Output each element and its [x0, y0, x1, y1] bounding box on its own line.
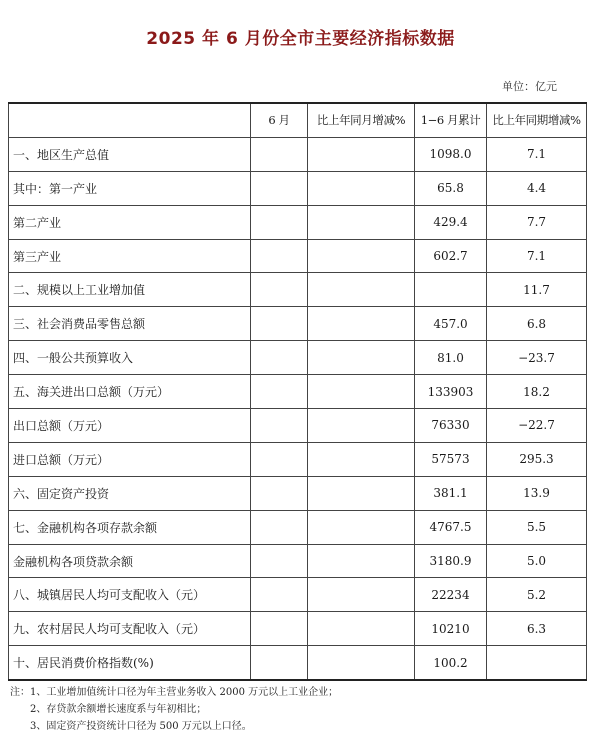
table-row [9, 510, 587, 544]
month-value-cell [251, 205, 308, 239]
month-value-cell [251, 476, 308, 510]
month-value-cell [251, 646, 308, 680]
indicator-name-cell: 四、一般公共预算收入 [9, 341, 251, 375]
indicator-name-cell: 三、社会消费品零售总额 [9, 307, 251, 341]
cumulative-change-cell: 4.4 [487, 171, 587, 205]
cumulative-change-cell: 5.0 [487, 544, 587, 578]
month-change-cell [308, 646, 415, 680]
month-value-cell [251, 409, 308, 443]
cumulative-change-cell: 11.7 [487, 273, 587, 307]
cumulative-change-cell: 295.3 [487, 442, 587, 476]
page-title: 2025 年 6 月份全市主要经济指标数据 [146, 29, 455, 49]
cumulative-value-cell: 10210 [415, 612, 487, 646]
month-change-cell [308, 409, 415, 443]
cumulative-value-cell: 3180.9 [415, 544, 487, 578]
indicator-name-cell: 九、农村居民人均可支配收入（元） [9, 612, 251, 646]
indicator-name-cell: 进口总额（万元） [9, 442, 251, 476]
table-row [9, 137, 587, 171]
month-change-cell [308, 205, 415, 239]
footnote-3: 3、固定资产投资统计口径为 500 万元以上口径。 [30, 721, 252, 732]
table-row [9, 544, 587, 578]
cumulative-change-cell: 7.1 [487, 239, 587, 273]
cumulative-value-cell: 76330 [415, 409, 487, 443]
cumulative-value-cell: 81.0 [415, 341, 487, 375]
month-value-cell [251, 239, 308, 273]
month-value-cell [251, 578, 308, 612]
header-cumulative-change: 比上年同期增减% [487, 103, 587, 137]
month-value-cell [251, 273, 308, 307]
indicator-name-cell: 七、金融机构各项存款余额 [9, 510, 251, 544]
indicator-name-cell: 一、地区生产总值 [9, 137, 251, 171]
month-change-cell [308, 341, 415, 375]
indicator-name-cell: 第二产业 [9, 205, 251, 239]
table-header-row [9, 103, 587, 137]
month-value-cell [251, 307, 308, 341]
month-change-cell [308, 273, 415, 307]
month-change-cell [308, 476, 415, 510]
month-change-cell [308, 239, 415, 273]
cumulative-value-cell: 65.8 [415, 171, 487, 205]
table-row [9, 578, 587, 612]
cumulative-value-cell: 22234 [415, 578, 487, 612]
table-row [9, 307, 587, 341]
footnotes [10, 684, 338, 735]
month-value-cell [251, 171, 308, 205]
indicator-name-cell: 金融机构各项贷款余额 [9, 544, 251, 578]
indicator-name-cell: 六、固定资产投资 [9, 476, 251, 510]
header-month-change: 比上年同月增减% [308, 103, 415, 137]
table-row [9, 646, 587, 680]
month-change-cell [308, 442, 415, 476]
cumulative-change-cell: 6.8 [487, 307, 587, 341]
cumulative-change-cell: 18.2 [487, 375, 587, 409]
footnote-1: 注：1、工业增加值统计口径为年主营业务收入 2000 万元以上工业企业； [10, 687, 339, 698]
indicator-name-cell: 二、规模以上工业增加值 [9, 273, 251, 307]
month-change-cell [308, 612, 415, 646]
indicator-name-cell: 出口总额（万元） [9, 409, 251, 443]
indicator-name-cell: 八、城镇居民人均可支配收入（元） [9, 578, 251, 612]
month-change-cell [308, 171, 415, 205]
cumulative-change-cell: 5.2 [487, 578, 587, 612]
month-change-cell [308, 375, 415, 409]
table-row [9, 205, 587, 239]
month-value-cell [251, 442, 308, 476]
table-row [9, 476, 587, 510]
month-change-cell [308, 307, 415, 341]
indicator-name-cell: 第三产业 [9, 239, 251, 273]
month-value-cell [251, 341, 308, 375]
table-row [9, 442, 587, 476]
cumulative-change-cell [487, 646, 587, 680]
cumulative-change-cell: −23.7 [487, 341, 587, 375]
month-value-cell [251, 137, 308, 171]
cumulative-value-cell: 457.0 [415, 307, 487, 341]
cumulative-value-cell: 381.1 [415, 476, 487, 510]
month-value-cell [251, 544, 308, 578]
cumulative-value-cell: 429.4 [415, 205, 487, 239]
indicator-name-cell: 十、居民消费价格指数(%) [9, 646, 251, 680]
table-row [9, 273, 587, 307]
cumulative-change-cell: −22.7 [487, 409, 587, 443]
unit-label: 单位：亿元 [502, 80, 557, 93]
month-value-cell [251, 510, 308, 544]
header-month: 6 月 [251, 103, 308, 137]
table-row [9, 171, 587, 205]
table-row [9, 612, 587, 646]
cumulative-value-cell: 4767.5 [415, 510, 487, 544]
cumulative-value-cell: 1098.0 [415, 137, 487, 171]
month-change-cell [308, 510, 415, 544]
header-indicator [9, 103, 251, 137]
table-row [9, 375, 587, 409]
cumulative-value-cell [415, 273, 487, 307]
table-row [9, 341, 587, 375]
cumulative-change-cell: 6.3 [487, 612, 587, 646]
indicator-name-cell: 五、海关进出口总额（万元） [9, 375, 251, 409]
cumulative-value-cell: 57573 [415, 442, 487, 476]
month-value-cell [251, 375, 308, 409]
cumulative-value-cell: 100.2 [415, 646, 487, 680]
month-change-cell [308, 544, 415, 578]
table-row [9, 409, 587, 443]
month-change-cell [308, 137, 415, 171]
table-row [9, 239, 587, 273]
cumulative-change-cell: 5.5 [487, 510, 587, 544]
header-cumulative: 1−6 月累计 [415, 103, 487, 137]
cumulative-change-cell: 13.9 [487, 476, 587, 510]
cumulative-value-cell: 602.7 [415, 239, 487, 273]
indicator-name-cell: 其中：第一产业 [9, 171, 251, 205]
month-value-cell [251, 612, 308, 646]
cumulative-change-cell: 7.7 [487, 205, 587, 239]
cumulative-change-cell: 7.1 [487, 137, 587, 171]
month-change-cell [308, 578, 415, 612]
footnote-2: 2、存贷款余额增长速度系与年初相比； [30, 704, 207, 715]
indicator-table [8, 102, 587, 681]
cumulative-value-cell: 133903 [415, 375, 487, 409]
